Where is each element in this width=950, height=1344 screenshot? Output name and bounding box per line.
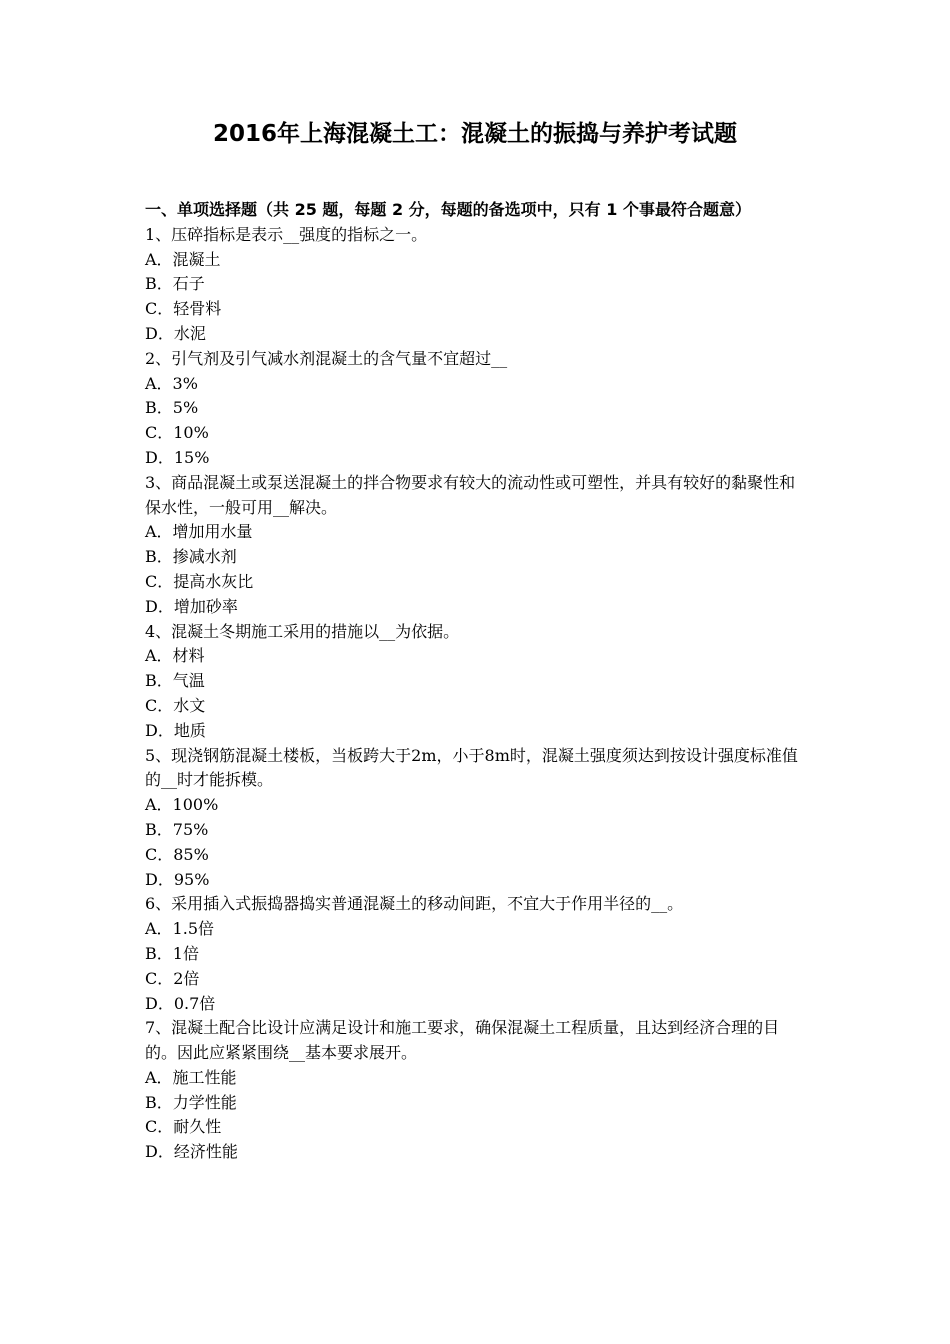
- question-5: [145, 744, 810, 893]
- question-text: 4、混凝土冬期施工采用的措施以__为依据。: [145, 621, 460, 641]
- option-b: B．石子: [145, 274, 205, 294]
- question-2: [145, 347, 810, 471]
- option-c: C．水文: [145, 695, 206, 715]
- option-a: A．材料: [145, 646, 205, 666]
- option-a: A．100%: [145, 795, 219, 815]
- option-d: D．0.7倍: [145, 993, 216, 1013]
- option-a: A．3%: [145, 373, 198, 393]
- option-c: C．提高水灰比: [145, 571, 254, 591]
- option-a: A．混凝土: [145, 249, 221, 269]
- question-6: [145, 892, 810, 1016]
- option-b: B．气温: [145, 671, 205, 691]
- option-a: A．增加用水量: [145, 522, 253, 542]
- option-b: B．掺减水剂: [145, 547, 237, 567]
- question-text: 6、采用插入式振捣器捣实普通混凝土的移动间距，不宜大于作用半径的__。: [145, 894, 684, 914]
- option-a: A．1.5倍: [145, 919, 215, 939]
- question-text: 2、引气剂及引气减水剂混凝土的含气量不宜超过__: [145, 348, 508, 368]
- option-a: A．施工性能: [145, 1067, 237, 1087]
- question-3: [145, 471, 810, 620]
- option-d: D．15%: [145, 447, 210, 467]
- section-heading: 一、单项选择题（共 25 题，每题 2 分，每题的备选项中，只有 1 个事最符合题意）: [145, 200, 751, 219]
- option-b: B．1倍: [145, 943, 199, 963]
- option-d: D．增加砂率: [145, 596, 238, 616]
- option-c: C．轻骨料: [145, 299, 222, 319]
- option-c: C．85%: [145, 844, 209, 864]
- question-text: 5、现浇钢筋混凝土楼板，当板跨大于2m，小于8m时，混凝土强度须达到按设计强度标准值的__时才能拆模。: [145, 745, 798, 790]
- question-text: 1、压碎指标是表示__强度的指标之一。: [145, 224, 428, 244]
- question-4: [145, 620, 810, 744]
- option-c: C．2倍: [145, 968, 200, 988]
- question-1: [145, 223, 810, 347]
- option-d: D．经济性能: [145, 1142, 238, 1162]
- question-text: 3、商品混凝土或泵送混凝土的拌合物要求有较大的流动性或可塑性，并具有较好的黏聚性和保水性，一般可用__解决。: [145, 472, 796, 517]
- option-d: D．地质: [145, 720, 206, 740]
- option-b: B．75%: [145, 819, 209, 839]
- document-title: 2016年上海混凝土工：混凝土的振捣与养护考试题: [212, 121, 737, 147]
- option-c: C．耐久性: [145, 1117, 222, 1137]
- question-7: [145, 1016, 810, 1165]
- option-c: C．10%: [145, 423, 209, 443]
- option-b: B．力学性能: [145, 1092, 237, 1112]
- option-d: D．95%: [145, 869, 210, 889]
- document-content: [145, 198, 810, 1165]
- option-b: B．5%: [145, 398, 199, 418]
- option-d: D．水泥: [145, 323, 206, 343]
- question-text: 7、混凝土配合比设计应满足设计和施工要求，确保混凝土工程质量，且达到经济合理的目的。因此应紧紧围绕__基本要求展开。: [145, 1018, 780, 1063]
